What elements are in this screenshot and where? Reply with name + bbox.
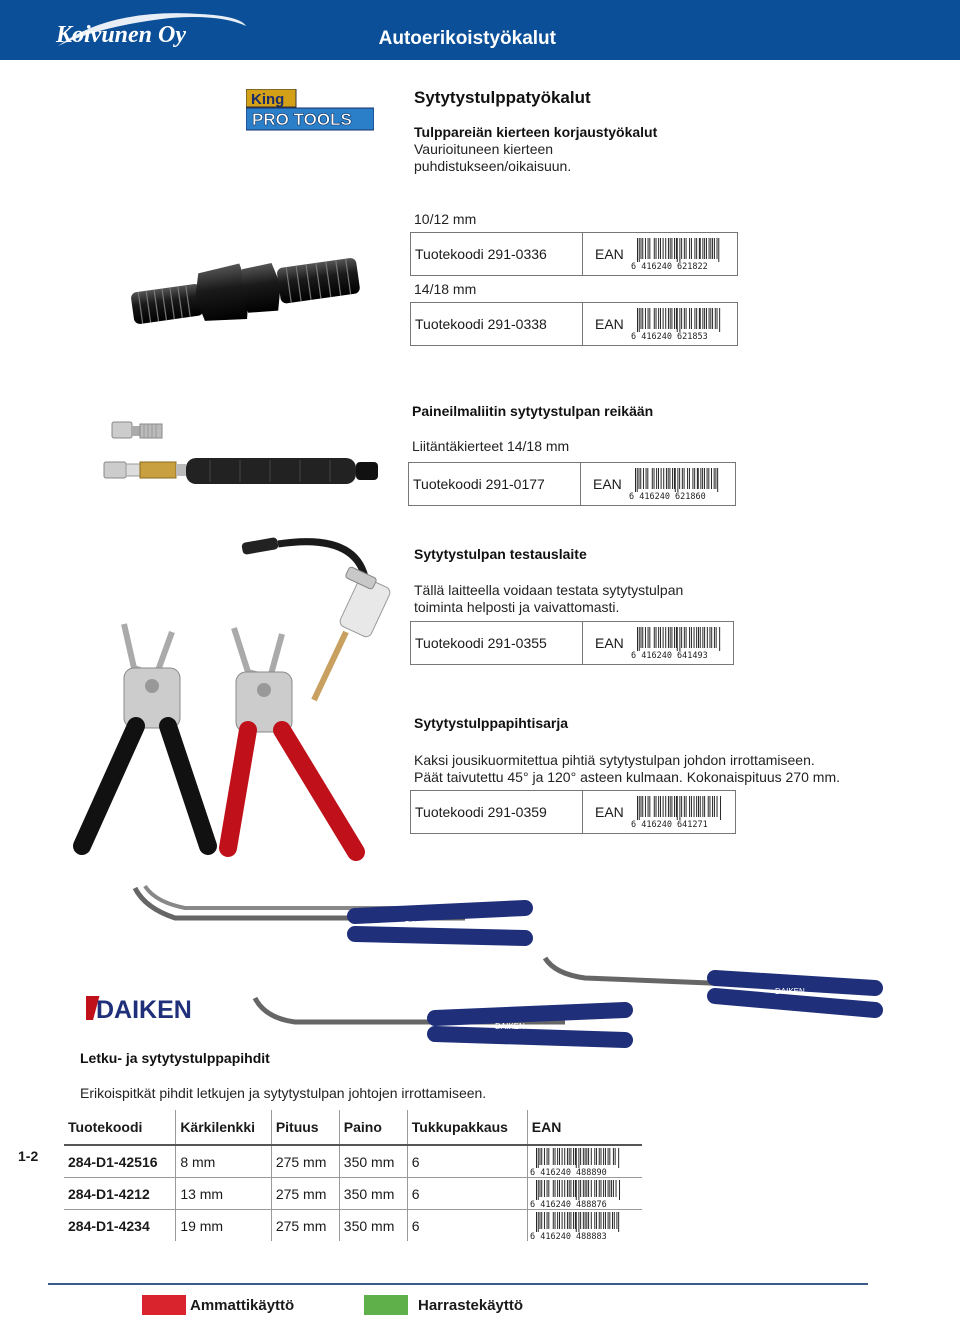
product-code: Tuotekoodi 291-0355 bbox=[411, 622, 583, 664]
hobby-use-swatch bbox=[364, 1295, 408, 1315]
section2-title: Paineilmaliitin sytytystulpan reikään bbox=[412, 403, 654, 419]
ean-number: 6 416240 488883 bbox=[529, 1231, 607, 1240]
section1-subtitle: Tulppareiän kierteen korjaustyökalut bbox=[414, 124, 658, 140]
product-code-box bbox=[408, 462, 736, 506]
table-row bbox=[64, 1145, 642, 1178]
table-row bbox=[64, 1210, 642, 1242]
svg-text:King: King bbox=[251, 91, 285, 108]
ean-label: EAN bbox=[595, 635, 624, 651]
section3-desc-line2: toiminta helposti ja vaivattomasti. bbox=[414, 599, 620, 615]
tip-cell: 19 mm bbox=[176, 1210, 272, 1242]
section1-desc-line2: puhdistukseen/oikaisuun. bbox=[414, 158, 572, 174]
ean-label: EAN bbox=[595, 804, 624, 820]
product-code-box bbox=[410, 621, 734, 665]
product-code-cell: 284-D1-4234 bbox=[64, 1210, 176, 1242]
length-cell: 275 mm bbox=[271, 1210, 339, 1242]
product-code-cell: 284-D1-42516 bbox=[64, 1145, 176, 1178]
long-pliers-image bbox=[105, 878, 885, 1058]
section4-desc-line1: Kaksi jousikuormitettua pihtiä sytytystulpan johdon irrottamiseen. bbox=[414, 752, 815, 768]
column-header: Tukkupakkaus bbox=[407, 1110, 527, 1145]
plier-set-image bbox=[60, 616, 380, 866]
product-code: Tuotekoodi 291-0177 bbox=[409, 463, 581, 505]
product-code: Tuotekoodi 291-0338 bbox=[411, 303, 583, 345]
section4-title: Sytytystulppapihtisarja bbox=[414, 715, 569, 731]
ean-number: 6 416240 641493 bbox=[631, 651, 708, 659]
section5-desc: Erikoispitkät pihdit letkujen ja sytytystulpan johtojen irrottamiseen. bbox=[80, 1085, 487, 1101]
svg-text:PRO TOOLS: PRO TOOLS bbox=[252, 110, 352, 129]
ean-number: 6 416240 488876 bbox=[529, 1199, 607, 1208]
item-size: 14/18 mm bbox=[414, 281, 477, 297]
page-number: 1-2 bbox=[18, 1148, 39, 1164]
ean-cell bbox=[527, 1178, 642, 1210]
section3-title: Sytytystulpan testauslaite bbox=[414, 546, 587, 562]
column-header: EAN bbox=[527, 1110, 642, 1145]
column-header: Paino bbox=[339, 1110, 407, 1145]
ean-number: 6 416240 641271 bbox=[631, 820, 708, 828]
item-size: 10/12 mm bbox=[414, 211, 477, 227]
svg-text:DAIKEN: DAIKEN bbox=[775, 987, 805, 996]
pro-use-label: Ammattikäyttö bbox=[190, 1297, 295, 1314]
product-code: Tuotekoodi 291-0359 bbox=[411, 791, 583, 833]
spec-table bbox=[64, 1110, 642, 1241]
ean-label: EAN bbox=[593, 476, 622, 492]
product-code-box bbox=[410, 790, 736, 834]
svg-text:DAIKEN: DAIKEN bbox=[495, 1022, 525, 1031]
column-header: Kärkilenkki bbox=[176, 1110, 272, 1145]
svg-text:DAIKEN: DAIKEN bbox=[405, 920, 435, 929]
svg-text:DAIKEN: DAIKEN bbox=[96, 996, 192, 1022]
ean-barcode bbox=[631, 796, 727, 828]
weight-cell: 350 mm bbox=[339, 1210, 407, 1242]
section1-title: Sytytystulppatyökalut bbox=[414, 88, 591, 107]
pack-cell: 6 bbox=[407, 1178, 527, 1210]
ean-cell bbox=[527, 1210, 642, 1242]
pro-use-swatch bbox=[142, 1295, 186, 1315]
ean-label: EAN bbox=[595, 246, 624, 262]
weight-cell: 350 mm bbox=[339, 1178, 407, 1210]
length-cell: 275 mm bbox=[271, 1145, 339, 1178]
section1-desc-line1: Vaurioituneen kierteen bbox=[414, 141, 554, 157]
ean-label: EAN bbox=[595, 316, 624, 332]
page-title: Autoerikoistyökalut bbox=[378, 28, 556, 49]
ean-barcode bbox=[530, 1148, 626, 1176]
product-code-cell: 284-D1-4212 bbox=[64, 1178, 176, 1210]
logo-text: Koivunen Oy bbox=[56, 22, 187, 48]
ean-number: 6 416240 488890 bbox=[529, 1167, 607, 1176]
daiken-logo bbox=[86, 994, 220, 1022]
table-row bbox=[64, 1178, 642, 1210]
table-header-row bbox=[64, 1110, 642, 1145]
product-code: Tuotekoodi 291-0336 bbox=[411, 233, 583, 275]
ean-barcode bbox=[629, 468, 725, 500]
ean-barcode bbox=[631, 238, 727, 270]
ean-cell bbox=[527, 1145, 642, 1178]
footer-divider bbox=[48, 1283, 868, 1285]
column-header: Pituus bbox=[271, 1110, 339, 1145]
ean-number: 6 416240 621822 bbox=[631, 262, 708, 270]
ean-barcode bbox=[631, 308, 727, 340]
ean-number: 6 416240 621860 bbox=[629, 492, 706, 500]
ean-number: 6 416240 621853 bbox=[631, 332, 708, 340]
column-header: Tuotekoodi bbox=[68, 1119, 143, 1135]
ean-barcode bbox=[530, 1212, 626, 1240]
product-code-box bbox=[410, 302, 738, 346]
pack-cell: 6 bbox=[407, 1145, 527, 1178]
section5-title: Letku- ja sytytystulppapihdit bbox=[80, 1050, 270, 1066]
product-code-box bbox=[410, 232, 738, 276]
section4-desc-line2: Päät taivutettu 45° ja 120° asteen kulmaan. Kokonaispituus 270 mm. bbox=[414, 769, 841, 785]
king-pro-tools-logo bbox=[246, 89, 374, 131]
koivunen-logo bbox=[50, 6, 250, 54]
air-connector-image bbox=[100, 412, 385, 502]
weight-cell: 350 mm bbox=[339, 1145, 407, 1178]
pack-cell: 6 bbox=[407, 1210, 527, 1242]
ean-barcode bbox=[631, 627, 727, 659]
length-cell: 275 mm bbox=[271, 1178, 339, 1210]
section2-desc: Liitäntäkierteet 14/18 mm bbox=[412, 438, 570, 454]
ean-barcode bbox=[530, 1180, 626, 1208]
hobby-use-label: Harrastekäyttö bbox=[418, 1297, 524, 1314]
thread-tool-image bbox=[125, 245, 365, 335]
tip-cell: 13 mm bbox=[176, 1178, 272, 1210]
tip-cell: 8 mm bbox=[176, 1145, 272, 1178]
section3-desc-line1: Tällä laitteella voidaan testata sytytystulpan bbox=[414, 582, 684, 598]
